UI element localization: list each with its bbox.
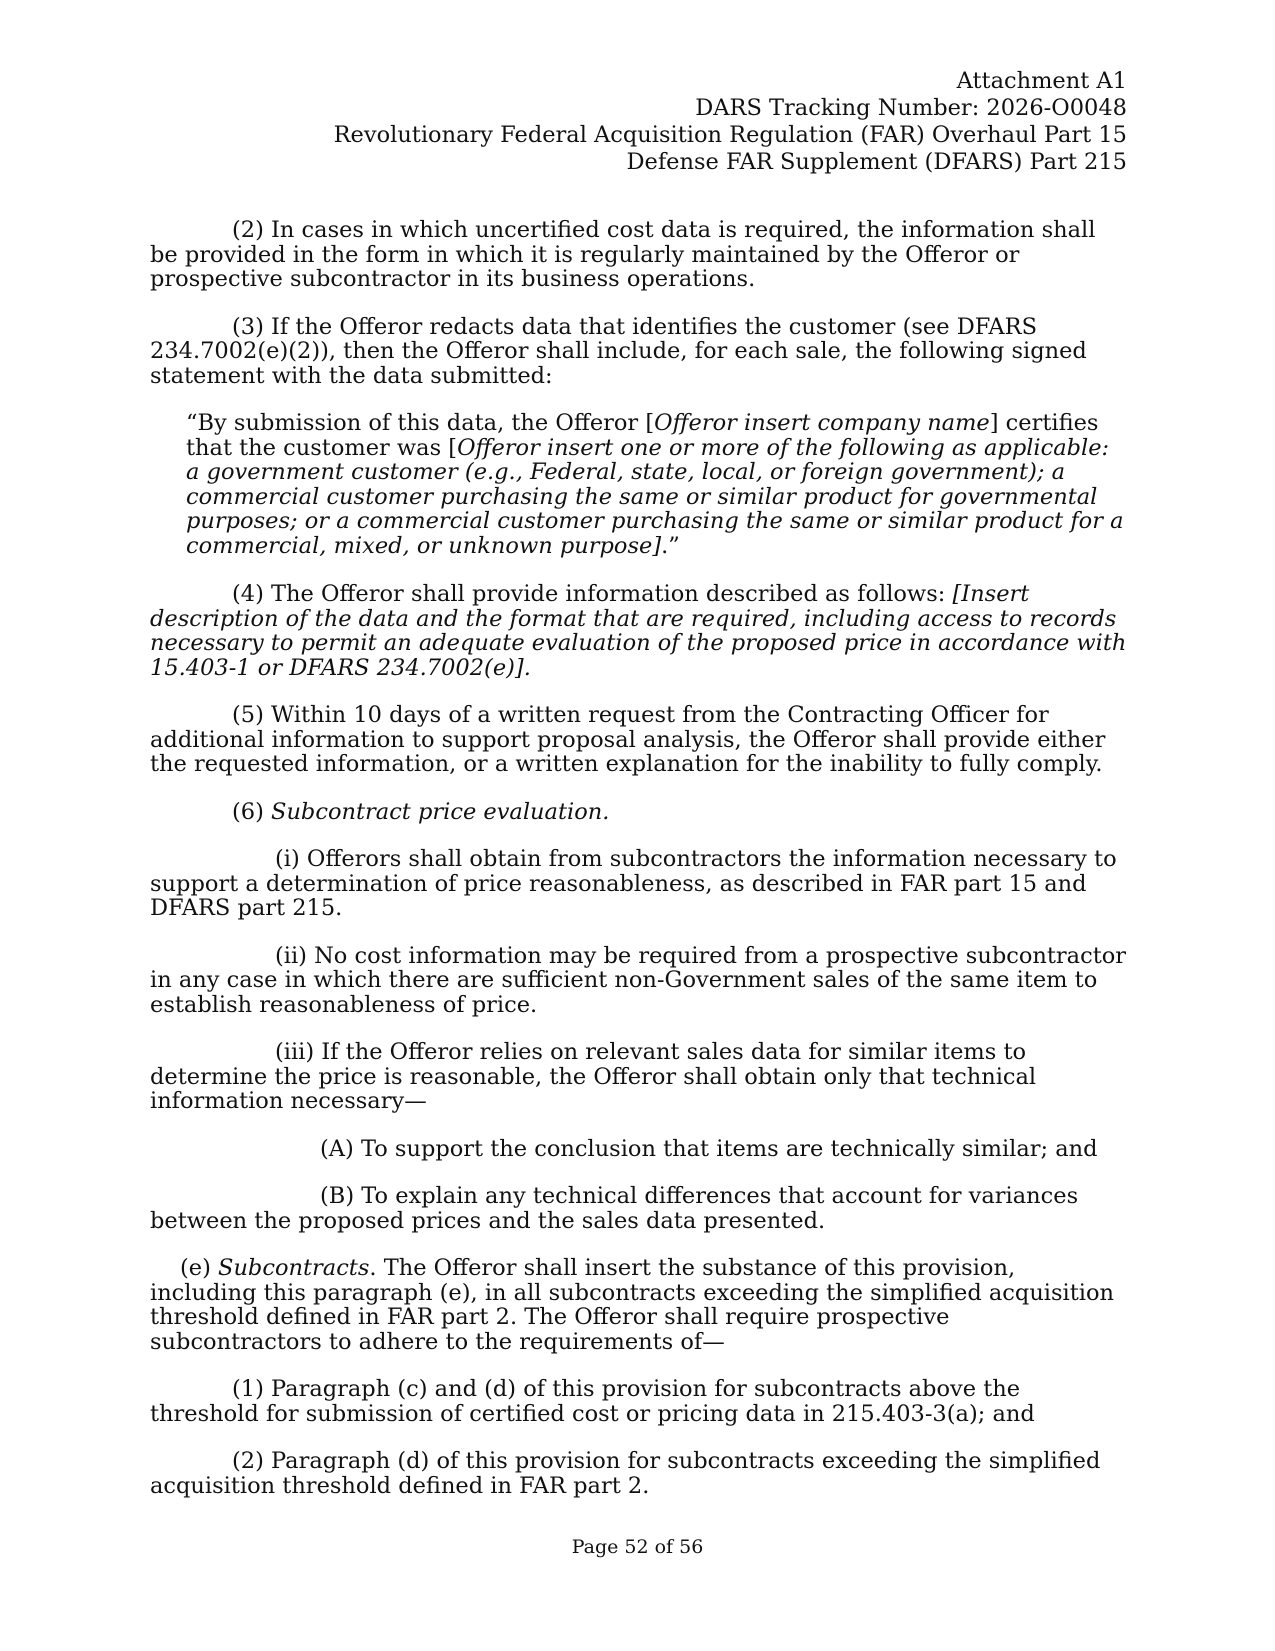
header-tracking-number: DARS Tracking Number: 2026-O0048 [695,95,1127,121]
paragraph-d6-iii: (iii) If the Offeror relies on relevant sales data for similar items to determine the price is reasonable, the Offeror shall obtain only that technical information necessary— [150,1039,1037,1114]
paragraph-d6-i: (i) Offerors shall obtain from subcontractors the information necessary to support a determination of price reasonableness, as described in FAR part 15 and DFARS part 215. [150,846,1117,921]
paragraph-d6-iii-b: (B) To explain any technical differences that account for variances between the proposed prices and the sales data presented. [150,1183,1079,1234]
e-heading: Subcontracts [218,1255,370,1281]
paragraph-e [150,1256,1127,1354]
paragraph-e2: (2) Paragraph (d) of this provision for subcontracts exceeding the simplified acquisition threshold defined in FAR part 2. [150,1448,1101,1499]
d6-number: (6) [232,798,272,825]
d6-heading: Subcontract price evaluation. [271,798,610,825]
document-header [150,68,1127,176]
header-attachment: Attachment A1 [956,68,1127,94]
paragraph-d3: (3) If the Offeror redacts data that identifies the customer (see DFARS 234.7002(e)(2)), then the Offeror shall include, for each sale, the following signed statement with the data submitted: [150,313,1087,389]
quote-placeholder-customer: Offeror insert one or more of the following as applicable: a government customer (e.g., Federal, state, local, or foreign government); a commercial customer purchasing the same or similar product for governmental purposes; or a commercial customer purchasing the same or similar product for a commercial, mixed, or unknown purpose] [186,434,1124,559]
paragraph-d5: (5) Within 10 days of a written request from the Contracting Officer for additional information to support proposal analysis, the Offeror shall provide either the requested information, or a written explanation for the inability to fully comply. [150,702,1106,777]
d4-instruction: [Insert description of the data and the format that are required, including access to records necessary to permit an adequate evaluation of the proposed price in accordance with 15.403-1 or DFARS 234.7002(e)]. [150,581,1127,681]
quote-text-a: “By submission of this data, the Offeror [ [186,410,655,436]
header-far-part: Revolutionary Federal Acquisition Regulation (FAR) Overhaul Part 15 [333,122,1127,148]
paragraph-e1: (1) Paragraph (c) and (d) of this provision for subcontracts above the threshold for submission of certified cost or pricing data in 215.403-3(a); and [150,1376,1035,1427]
header-dfars-part: Defense FAR Supplement (DFARS) Part 215 [626,149,1127,175]
quote-text-c: .” [661,532,680,559]
e-text: . The Offeror shall insert the substance of this provision, including this paragraph (e), in all subcontracts exceeding the simplified acquisition threshold defined in FAR part 2. The Offeror shall require prospective subcontractors to adhere to the requirements of— [150,1255,1115,1355]
page-number: Page 52 of 56 [571,1536,704,1558]
paragraph-d2: (2) In cases in which uncertified cost data is required, the information shall be provided in the form in which it is regularly maintained by the Offeror or prospective subcontractor in its business operations. [150,217,1096,292]
paragraph-d6-ii: (ii) No cost information may be required from a prospective subcontractor in any case in which there are sufficient non-Government sales of the same item to establish reasonableness of price. [150,942,1127,1018]
quote-placeholder-company: Offeror insert company name [654,410,990,436]
certification-statement [186,411,1127,558]
paragraph-d6 [150,800,1127,825]
d4-text: (4) The Offeror shall provide information described as follows: [232,581,953,607]
paragraph-d4 [150,582,1127,680]
quote-text-b: ] certifies that the customer was [ [186,410,1099,461]
e-number: (e) [180,1255,219,1281]
paragraph-d6-iii-a: (A) To support the conclusion that items are technically similar; and [320,1135,1098,1162]
